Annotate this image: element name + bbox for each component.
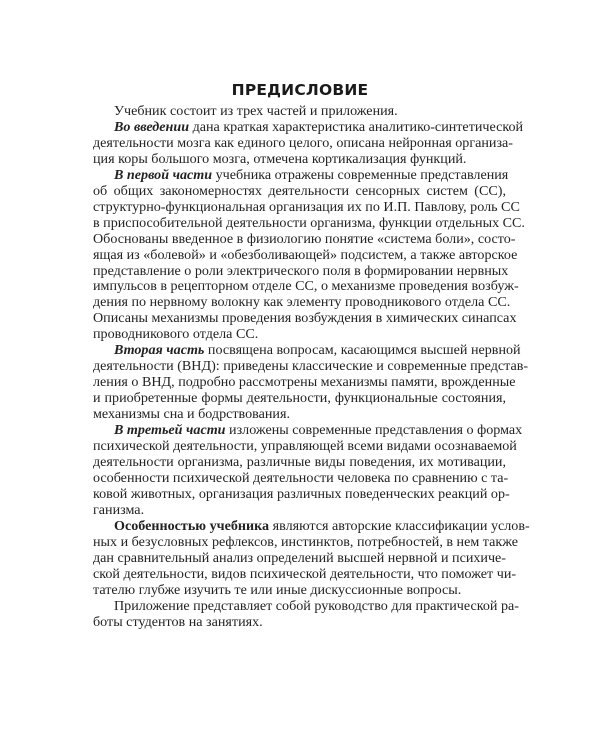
text-line: механизмы сна и бодрствования.: [93, 406, 290, 423]
paragraph-part-two: [93, 342, 529, 423]
text-line: ящая из «болевой» и «обезболивающей» подсистем, а также авторское: [93, 246, 518, 263]
text-line-rest: учебника отражены современные представления: [212, 166, 509, 183]
paragraph-structure: [93, 104, 506, 120]
text-line: [93, 166, 509, 184]
paragraph-introduction: [93, 118, 524, 168]
text-line: об общих закономерностях деятельности сенсорных систем (СС),: [93, 182, 506, 199]
text-line-rest: являются авторские классификации услов-: [269, 517, 530, 534]
text-line: представление о роли электрического поля в формировании нервных: [93, 262, 509, 279]
text-line: дения по нервному волокну как элементу проводникового отдела СС.: [93, 294, 511, 311]
text-line: [93, 342, 521, 359]
paragraph-features: [93, 517, 530, 599]
text-line: ления о ВНД, подробно рассмотрены механизмы памяти, врожденные: [93, 374, 516, 391]
text-line: Обоснованы введенное в физиологию понятие «система боли», состо-: [93, 230, 516, 247]
paragraph-part-three: [93, 422, 523, 519]
text-line: импульсов в рецепторном отделе СС, о механизме проведения возбуж-: [93, 278, 519, 295]
text-line: в приспособительной деятельности организма, функции отдельных СС.: [93, 214, 525, 231]
text-line: ковой животных, организация различных поведенческих реакций ор-: [93, 485, 510, 502]
text-line: [93, 118, 524, 136]
paragraph-lead: Особенностью учебника: [114, 517, 270, 534]
text-line: структурно-функциональная организация их по И.П. Павлову, роль СС: [93, 198, 520, 215]
text-line: особенности психической деятельности человека по сравнению с та-: [93, 469, 509, 486]
text-line: ганизма.: [93, 501, 145, 518]
text-line: проводникового отдела СС.: [93, 326, 259, 343]
text-line-rest: изложены современные представления о формах: [225, 422, 523, 439]
text-line: деятельности (ВНД): приведены классические и современные представ-: [93, 358, 529, 375]
text-line: и приобретенные формы деятельности, функциональные состояния,: [93, 390, 506, 407]
text-line: ных и безусловных рефлексов, инстинктов, потребностей, в нем также: [93, 533, 519, 550]
text-line-rest: дана краткая характеристика аналитико-синтетической: [189, 118, 524, 135]
preface-text: [93, 103, 530, 630]
text-line: ской деятельности, видов психической деятельности, что поможет чи-: [93, 565, 517, 582]
text-line: [93, 422, 523, 439]
text-line: деятельности мозга как единого целого, описана нейронная организа-: [93, 134, 513, 151]
paragraph-part-one: [93, 166, 525, 343]
page-title: ПРЕДИСЛОВИЕ: [231, 81, 369, 99]
text-line: боты студентов на занятиях.: [93, 613, 263, 630]
text-line: тателю глубже изучить те или иные дискуссионные вопросы.: [93, 581, 462, 598]
paragraph-appendix: [93, 597, 519, 631]
paragraph-lead: Во введении: [114, 118, 190, 135]
paragraph-lead: Вторая часть: [114, 342, 205, 359]
text-line: психической деятельности, управляющей всеми видами осознаваемой: [93, 438, 517, 455]
text-line: [93, 517, 530, 535]
paragraph-lead: В третьей части: [114, 422, 226, 439]
text-line: дан сравнительный анализ определений высшей нервной и психиче-: [93, 549, 506, 566]
text-line-rest: посвящена вопросам, касающимся высшей нервной: [204, 342, 521, 359]
text-line: Описаны механизмы проведения возбуждения в химических синапсах: [93, 310, 517, 327]
text-line: деятельности организма, различные виды поведения, их мотивации,: [93, 453, 506, 470]
text-line: Приложение представляет собой руководство для практической ра-: [114, 597, 519, 614]
text-line: Учебник состоит из трех частей и приложения.: [114, 103, 398, 119]
text-line: ция коры большого мозга, отмечена кортикализация функций.: [93, 150, 467, 167]
paragraph-lead: В первой части: [114, 166, 213, 183]
